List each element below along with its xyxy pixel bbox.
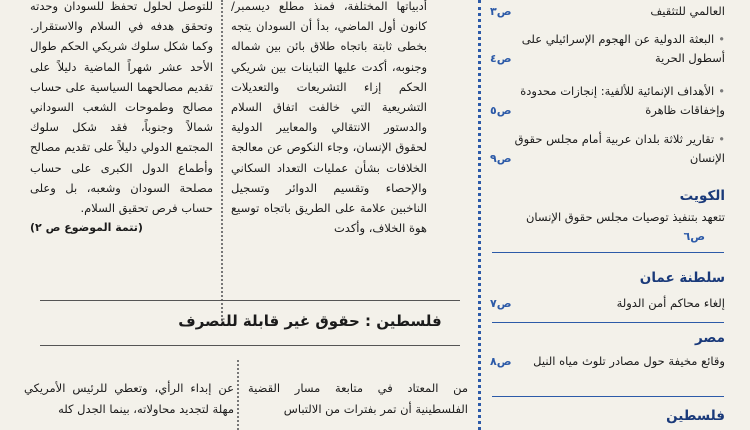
article-text: أدبياتها المختلفة، فمنذ مطلع ديسمبر/كانون أول الماضي، بدأ أن السودان يتجه بخطى ثابتة باتجاه طلاق بائن بين شماله وجنوبه، أكدت عليها التباينات بين شريكي الحكم إزاء التشريعات والتعديلات التشريعية التي خالفت اتفاق السلام والدستور الانتقالي والمعايير الدولية لحقوق الإنسان، وجاء النكوص عن معالجة الخلافات بشأن عمليات التعداد السكاني والإحصاء وتقسيم الدوائر وتسجيل الناخبين علامة على الطريق باتجاه توسيع هوة الخلاف، وأكدت — [231, 0, 427, 236]
column-divider — [237, 360, 239, 430]
toc-item[interactable]: وقائع مخيفة حول مصادر تلوث مياه النيل ص٨ — [490, 352, 725, 371]
country-heading: مصر — [694, 330, 725, 346]
article-text: للتوصل لحلول تحفظ للسودان وحدته وتحقق هدفه في السلام والاستقرار. وكما شكل سلوك شريكي الحكم طوال الأحد عشر شهراً الماضية دليلاً على تقديم مصالحهما السياسية على حساب مصالح وطموحات الشعب السوداني شمالاً وجنوباً، فقد شكل سلوك المجتمع الدولي دليلاً على تقديم مصالح وأطماع الدول الكبرى على حساب مصلحة السودان وشعبه، بل وعلى حساب فرص تحقيق السلام. — [30, 0, 213, 216]
bullet-icon: • — [718, 32, 725, 46]
article-column-middle — [231, 0, 427, 238]
toc-item[interactable]: •البعثة الدولية عن الهجوم الإسرائيلي على أسطول الحرية ص٤ — [490, 30, 725, 68]
page-ref: ص٥ — [490, 104, 512, 117]
country-heading: فلسطين — [666, 408, 725, 424]
page-ref: ص٣ — [490, 5, 512, 18]
continued-note[interactable]: (تتمة الموضوع ص ٢) — [30, 221, 143, 235]
section-divider — [40, 345, 460, 346]
page-ref: ص٧ — [490, 297, 512, 310]
toc-item[interactable]: إلغاء محاكم أمن الدولة ص٧ — [490, 294, 725, 313]
bullet-icon: • — [718, 132, 725, 146]
sidebar-divider — [492, 396, 724, 397]
section-divider — [40, 300, 460, 301]
article-text-bottom-right: من المعتاد في متابعة مسار القضية الفلسطينية أن تمر بفترات من الالتباس — [248, 381, 468, 416]
sidebar-divider — [492, 322, 724, 323]
page-ref: ص٨ — [490, 355, 512, 368]
country-heading: سلطنة عمان — [639, 270, 725, 286]
toc-item[interactable]: تتعهد بتنفيذ توصيات مجلس حقوق الإنسان ص٦ — [525, 210, 725, 243]
sidebar-divider — [492, 252, 724, 253]
page-ref: ص٤ — [490, 52, 512, 65]
page-ref: ص٦ — [683, 230, 705, 243]
toc-item[interactable]: •الأهداف الإنمائية للألفية: إنجازات محدودة وإخفاقات ظاهرة ص٥ — [490, 82, 725, 120]
toc-item[interactable]: •تقارير ثلاثة بلدان عربية أمام مجلس حقوق الإنسان ص٩ — [490, 130, 725, 168]
article-text-bottom-left: عن إبداء الرأي، وتعطي للرئيس الأمريكي مهلة لتجديد محاولاته، بينما الجدل كله — [24, 381, 234, 416]
page-ref: ص٩ — [490, 152, 512, 165]
toc-item[interactable]: العالمي للتثقيف ص٣ — [490, 2, 725, 21]
section-title: فلسطين : حقوق غير قابلة للتصرف — [178, 312, 442, 330]
column-divider — [221, 0, 223, 325]
article-column-left — [30, 0, 213, 238]
bullet-icon: • — [718, 84, 725, 98]
country-heading: الكويت — [679, 188, 725, 204]
sidebar-border — [478, 0, 481, 430]
